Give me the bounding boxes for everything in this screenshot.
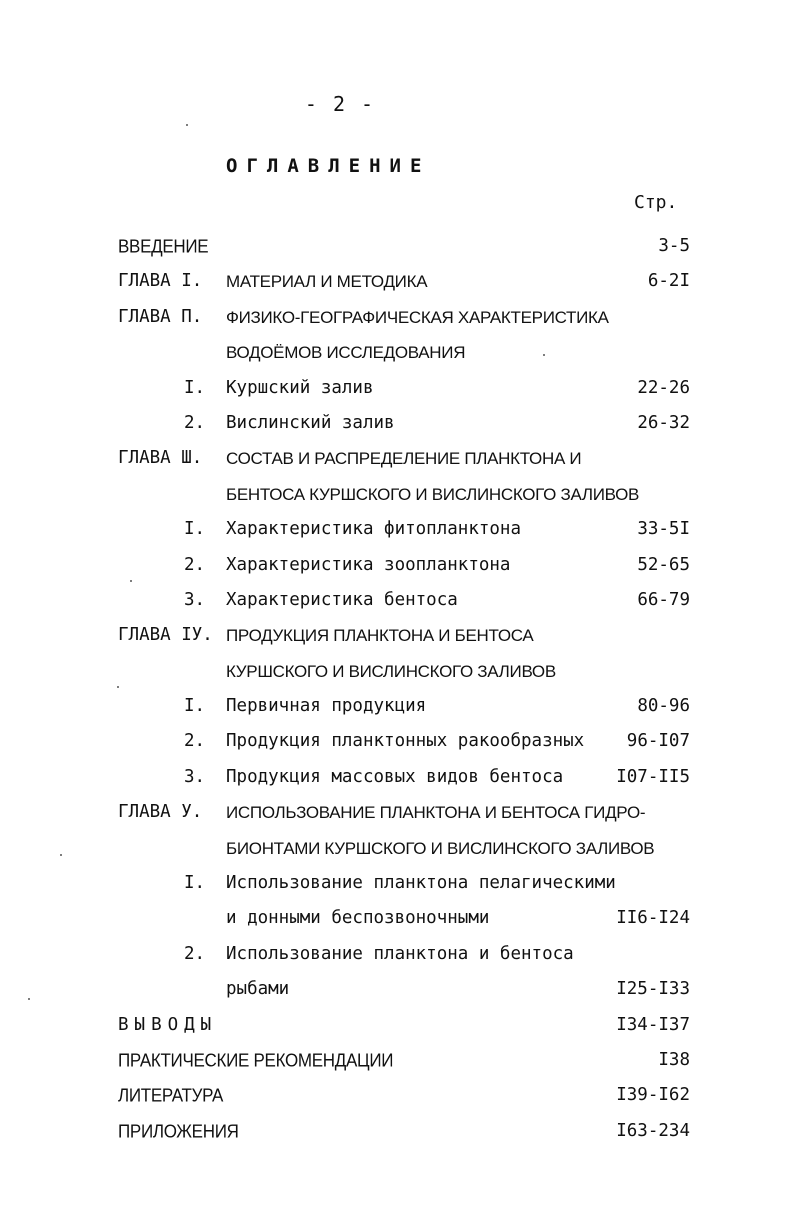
toc-entry-label: ГЛАВА П.	[118, 306, 203, 327]
toc-subentry-number: 2.	[184, 412, 206, 433]
toc-entry-text: Первичная продукция	[226, 696, 427, 717]
toc-entry-pages: 80-96	[637, 696, 690, 717]
toc-entry-chapter-3	[0, 441, 793, 476]
toc-entry-pages: 52-65	[637, 554, 690, 575]
scan-speck	[28, 998, 30, 1000]
toc-subentry	[0, 937, 793, 972]
toc-entry-label: ГЛАВА У.	[118, 802, 203, 823]
toc-subentry	[0, 583, 793, 618]
toc-subentry	[0, 689, 793, 724]
toc-entry-text: Характеристика бентоса	[226, 589, 458, 610]
toc-entry-recommendations	[0, 1043, 793, 1078]
toc-entry-chapter-2-continued	[0, 335, 793, 370]
toc-subentry	[0, 371, 793, 406]
toc-entry-pages: I39-I62	[616, 1085, 690, 1106]
toc-subentry	[0, 406, 793, 441]
toc-entry-text: ВОДОЁМОВ ИССЛЕДОВАНИЯ	[226, 343, 466, 363]
toc-entry-chapter-1	[0, 264, 793, 299]
toc-entry-label: ПРАКТИЧЕСКИЕ РЕКОМЕНДАЦИИ	[118, 1050, 394, 1071]
toc-entry-text: Вислинский залив	[226, 412, 395, 433]
toc-subentry-number: 3.	[184, 766, 206, 787]
toc-entry-text: ПРОДУКЦИЯ ПЛАНКТОНА И БЕНТОСА	[226, 626, 534, 646]
toc-entry-pages: I07-II5	[616, 766, 690, 787]
toc-entry-pages: 22-26	[637, 377, 690, 398]
toc-subentry	[0, 866, 793, 901]
toc-entry-pages: 96-I07	[626, 731, 690, 752]
toc-entry-text: и донными беспозвоночными	[226, 908, 490, 929]
toc-entry-pages: 26-32	[637, 412, 690, 433]
toc-entry-text: Характеристика фитопланктона	[226, 519, 522, 540]
toc-entry-pages: I25-I33	[616, 979, 690, 1000]
toc-subentry-continued	[0, 972, 793, 1007]
toc-entry-pages: II6-I24	[616, 908, 690, 929]
toc-entry-pages: I34-I37	[616, 1014, 690, 1035]
toc-entry-text: Куршский залив	[226, 377, 374, 398]
toc-entry-text: Использование планктона и бентоса	[226, 943, 574, 964]
toc-title: ОГЛАВЛЕНИЕ	[226, 155, 431, 177]
toc-subentry	[0, 760, 793, 795]
toc-subentry-number: I.	[184, 519, 206, 540]
page-column-label: Стр.	[634, 192, 678, 213]
scan-speck	[543, 354, 545, 356]
toc-entry-chapter-2	[0, 300, 793, 335]
toc-entry-label: ПРИЛОЖЕНИЯ	[118, 1120, 239, 1142]
toc-subentry-number: I.	[184, 873, 206, 894]
toc-entry-text: Продукция массовых видов бентоса	[226, 766, 564, 787]
scan-speck	[117, 686, 119, 688]
scan-speck	[130, 580, 132, 582]
toc-subentry	[0, 724, 793, 759]
toc-entry-text: ФИЗИКО-ГЕОГРАФИЧЕСКАЯ ХАРАКТЕРИСТИКА	[226, 307, 609, 327]
toc-subentry-number: 2.	[184, 943, 206, 964]
toc-entry-chapter-5	[0, 795, 793, 830]
toc-entry-label: ЛИТЕРАТУРА	[118, 1085, 224, 1107]
toc-subentry-number: 2.	[184, 731, 206, 752]
toc-entry-text: КУРШСКОГО И ВИСЛИНСКОГО ЗАЛИВОВ	[226, 661, 556, 681]
scan-speck	[60, 854, 62, 856]
toc-subentry-continued	[0, 901, 793, 936]
toc-entry-text: ИСПОЛЬЗОВАНИЕ ПЛАНКТОНА И БЕНТОСА ГИДРО-	[226, 803, 646, 823]
toc-list	[0, 229, 793, 1149]
toc-entry-pages: I38	[658, 1049, 690, 1070]
toc-entry-pages: 66-79	[637, 589, 690, 610]
toc-entry-chapter-4-continued	[0, 654, 793, 689]
toc-entry-introduction	[0, 229, 793, 264]
toc-subentry	[0, 548, 793, 583]
toc-entry-appendices	[0, 1114, 793, 1149]
toc-entry-label: ГЛАВА IУ.	[118, 625, 213, 646]
toc-entry-pages: I63-234	[616, 1120, 690, 1141]
toc-entry-pages: 33-5I	[637, 519, 690, 540]
toc-entry-label: ВЫВОДЫ	[118, 1014, 218, 1035]
toc-subentry-number: I.	[184, 696, 206, 717]
toc-entry-text: СОСТАВ И РАСПРЕДЕЛЕНИЕ ПЛАНКТОНА И	[226, 449, 582, 469]
toc-subentry-number: I.	[184, 377, 206, 398]
toc-entry-label: ГЛАВА I.	[118, 271, 203, 292]
toc-subentry	[0, 512, 793, 547]
toc-entry-text: рыбами	[226, 979, 290, 1000]
toc-entry-text: МАТЕРИАЛ И МЕТОДИКА	[226, 272, 428, 292]
toc-entry-text: Использование планктона пелагическими	[226, 873, 616, 894]
toc-entry-pages: 6-2I	[647, 271, 690, 292]
toc-entry-literature	[0, 1078, 793, 1113]
toc-entry-chapter-3-continued	[0, 477, 793, 512]
toc-subentry-number: 2.	[184, 554, 206, 575]
toc-entry-label: ГЛАВА Ш.	[118, 448, 203, 469]
toc-entry-chapter-4	[0, 618, 793, 653]
toc-entry-pages: 3-5	[658, 236, 690, 256]
toc-subentry-number: 3.	[184, 589, 206, 610]
toc-entry-text: Продукция планктонных ракообразных	[226, 731, 585, 752]
page-number: - 2 -	[304, 92, 376, 116]
toc-entry-conclusions	[0, 1008, 793, 1043]
toc-entry-chapter-5-continued	[0, 831, 793, 866]
toc-entry-label: ВВЕДЕНИЕ	[118, 236, 209, 257]
scan-speck	[186, 124, 188, 126]
toc-entry-text: БИОНТАМИ КУРШСКОГО И ВИСЛИНСКОГО ЗАЛИВОВ	[226, 838, 655, 858]
toc-entry-text: БЕНТОСА КУРШСКОГО И ВИСЛИНСКОГО ЗАЛИВОВ	[226, 484, 640, 504]
toc-entry-text: Характеристика зоопланктона	[226, 554, 511, 575]
